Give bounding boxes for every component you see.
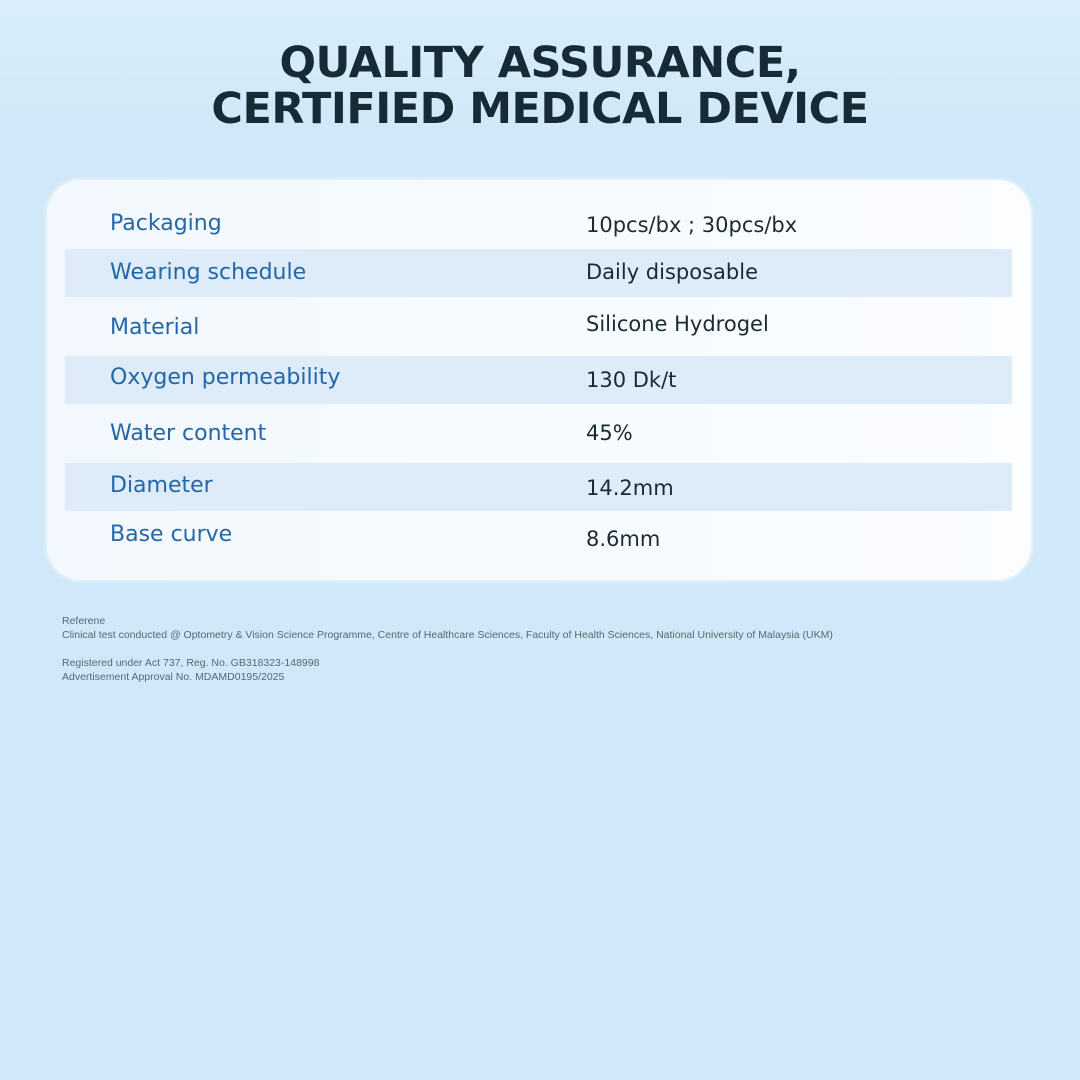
spec-label: Water content: [110, 421, 267, 446]
spec-value: 10pcs/bx ; 30pcs/bx: [586, 213, 798, 237]
spec-row-water-content: [65, 404, 1012, 462]
spec-label: Diameter: [110, 473, 213, 498]
spec-row-wearing-schedule: [65, 249, 1012, 297]
spec-label: Packaging: [110, 211, 222, 236]
spec-label: Wearing schedule: [110, 260, 307, 285]
spec-value: 8.6mm: [586, 527, 661, 551]
spec-row-packaging: [65, 202, 1012, 248]
footnotes: [62, 614, 1022, 684]
spec-value: 45%: [586, 421, 633, 445]
spec-row-diameter: [65, 463, 1012, 511]
spec-row-oxygen-permeability: [65, 356, 1012, 404]
spec-value: Daily disposable: [586, 260, 758, 284]
page-title: [0, 40, 1080, 132]
clinical-test-note: Clinical test conducted @ Optometry & Vision Science Programme, Centre of Healthcare Sciences, Faculty of Health Sciences, National University of Malaysia (UKM): [62, 629, 833, 641]
title-line-2: CERTIFIED MEDICAL DEVICE: [211, 84, 869, 134]
spec-label: Material: [110, 315, 200, 340]
spec-value: 130 Dk/t: [586, 368, 677, 392]
registration-note: Registered under Act 737, Reg. No. GB318323-148998: [62, 657, 320, 669]
footnote-spacer: [62, 642, 1022, 656]
spec-row-base-curve: [65, 511, 1012, 569]
advertisement-approval-note: Advertisement Approval No. MDAMD0195/2025: [62, 671, 285, 683]
reference-heading: Referene: [62, 615, 106, 627]
spec-row-material: [65, 297, 1012, 355]
spec-label: Base curve: [110, 522, 233, 547]
spec-label: Oxygen permeability: [110, 365, 341, 390]
spec-value: 14.2mm: [586, 476, 674, 500]
spec-table-card: [47, 180, 1031, 580]
spec-value: Silicone Hydrogel: [586, 312, 769, 336]
title-line-1: QUALITY ASSURANCE,: [279, 38, 801, 88]
